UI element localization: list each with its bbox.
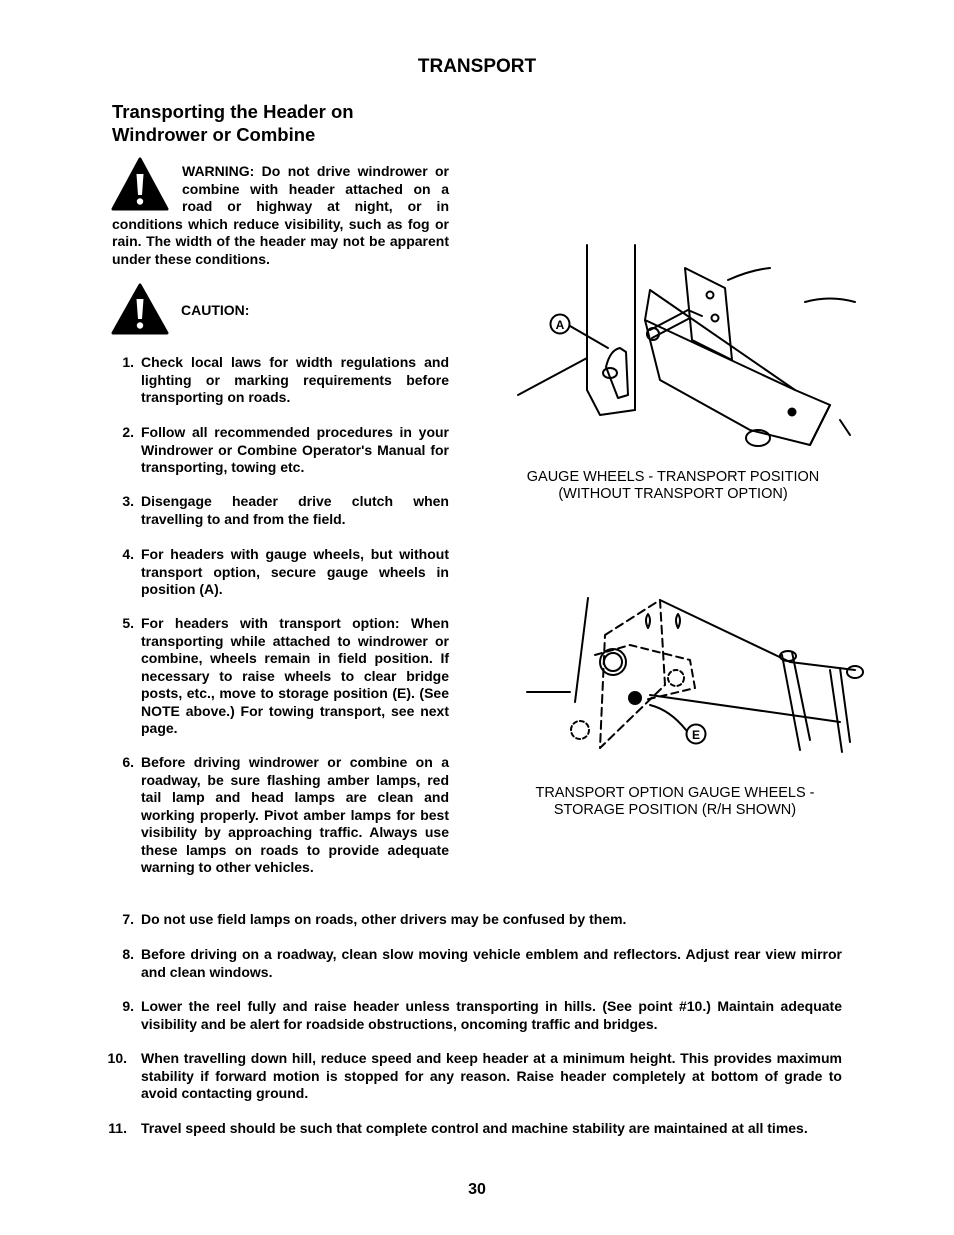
list-item: 6. Before driving windrower or combine on a roadway, be sure flashing amber lamps, red tail lamp and head lamps are clean and working properly. Pivot amber lamps for best visibility by approaching traffic. Always use these lamps on roads to provide adequate warning to other vehicles. <box>122 754 449 875</box>
caution-label: CAUTION: <box>181 302 250 318</box>
section-heading-line-2: Windrower or Combine <box>112 124 316 145</box>
warning-text: WARNING: Do not drive windrower or combine with header attached on a road or highway at night, or in conditions which reduce visibility, such as fog or rain. The width of the header may not be apparent under these conditions. <box>112 163 449 267</box>
figure-caption-2: TRANSPORT OPTION GAUGE WHEELS - STORAGE POSITION (R/H SHOWN) <box>535 785 815 818</box>
callout-e: E <box>691 728 701 742</box>
caution-triangle-icon <box>111 283 169 335</box>
list-item: 4. For headers with gauge wheels, but without transport option, secure gauge wheels in position (A). <box>122 546 449 597</box>
list-item: 8. Before driving on a roadway, clean slow moving vehicle emblem and reflectors. Adjust rear view mirror and clean windows. <box>122 946 842 980</box>
list-item: 5. For headers with transport option: When transporting while attached to windrower or combine, wheels remain in field position. If necessary to raise wheels to clear bridge posts, etc., move to storage position (E). (See NOTE above.) For towing transport, see next page. <box>122 615 449 736</box>
list-item: 3. Disengage header drive clutch when travelling to and from the field. <box>122 493 449 527</box>
section-heading-line-1: Transporting the Header on <box>112 101 354 122</box>
page-number: 30 <box>468 1181 486 1198</box>
list-item: 11. Travel speed should be such that complete control and machine stability are maintained at all times. <box>108 1120 808 1136</box>
figure-caption-1: GAUGE WHEELS - TRANSPORT POSITION (WITHOUT TRANSPORT OPTION) <box>526 469 820 502</box>
list-item: 10. When travelling down hill, reduce speed and keep header at a minimum height. This provides maximum stability if forward motion is stopped for any reason. Raise header completely at bottom of grade to avoid contacting ground. <box>107 1050 842 1101</box>
gauge-wheel-transport-illustration <box>510 240 860 465</box>
callout-a: A <box>555 318 565 332</box>
list-item: 7. Do not use field lamps on roads, other drivers may be confused by them. <box>122 911 627 927</box>
list-item: 2. Follow all recommended procedures in your Windrower or Combine Operator's Manual for transporting, towing etc. <box>122 424 449 475</box>
page-title: TRANSPORT <box>417 56 537 77</box>
section-heading <box>112 100 442 146</box>
list-item: 9. Lower the reel fully and raise header unless transporting in hills. (See point #10.) Maintain adequate visibility and be alert for roadside obstructions, oncoming traffic and bridges. <box>122 998 842 1032</box>
storage-position-illustration <box>520 590 865 765</box>
list-item: 1. Check local laws for width regulations and lighting or marking requirements before transporting on roads. <box>122 354 449 405</box>
